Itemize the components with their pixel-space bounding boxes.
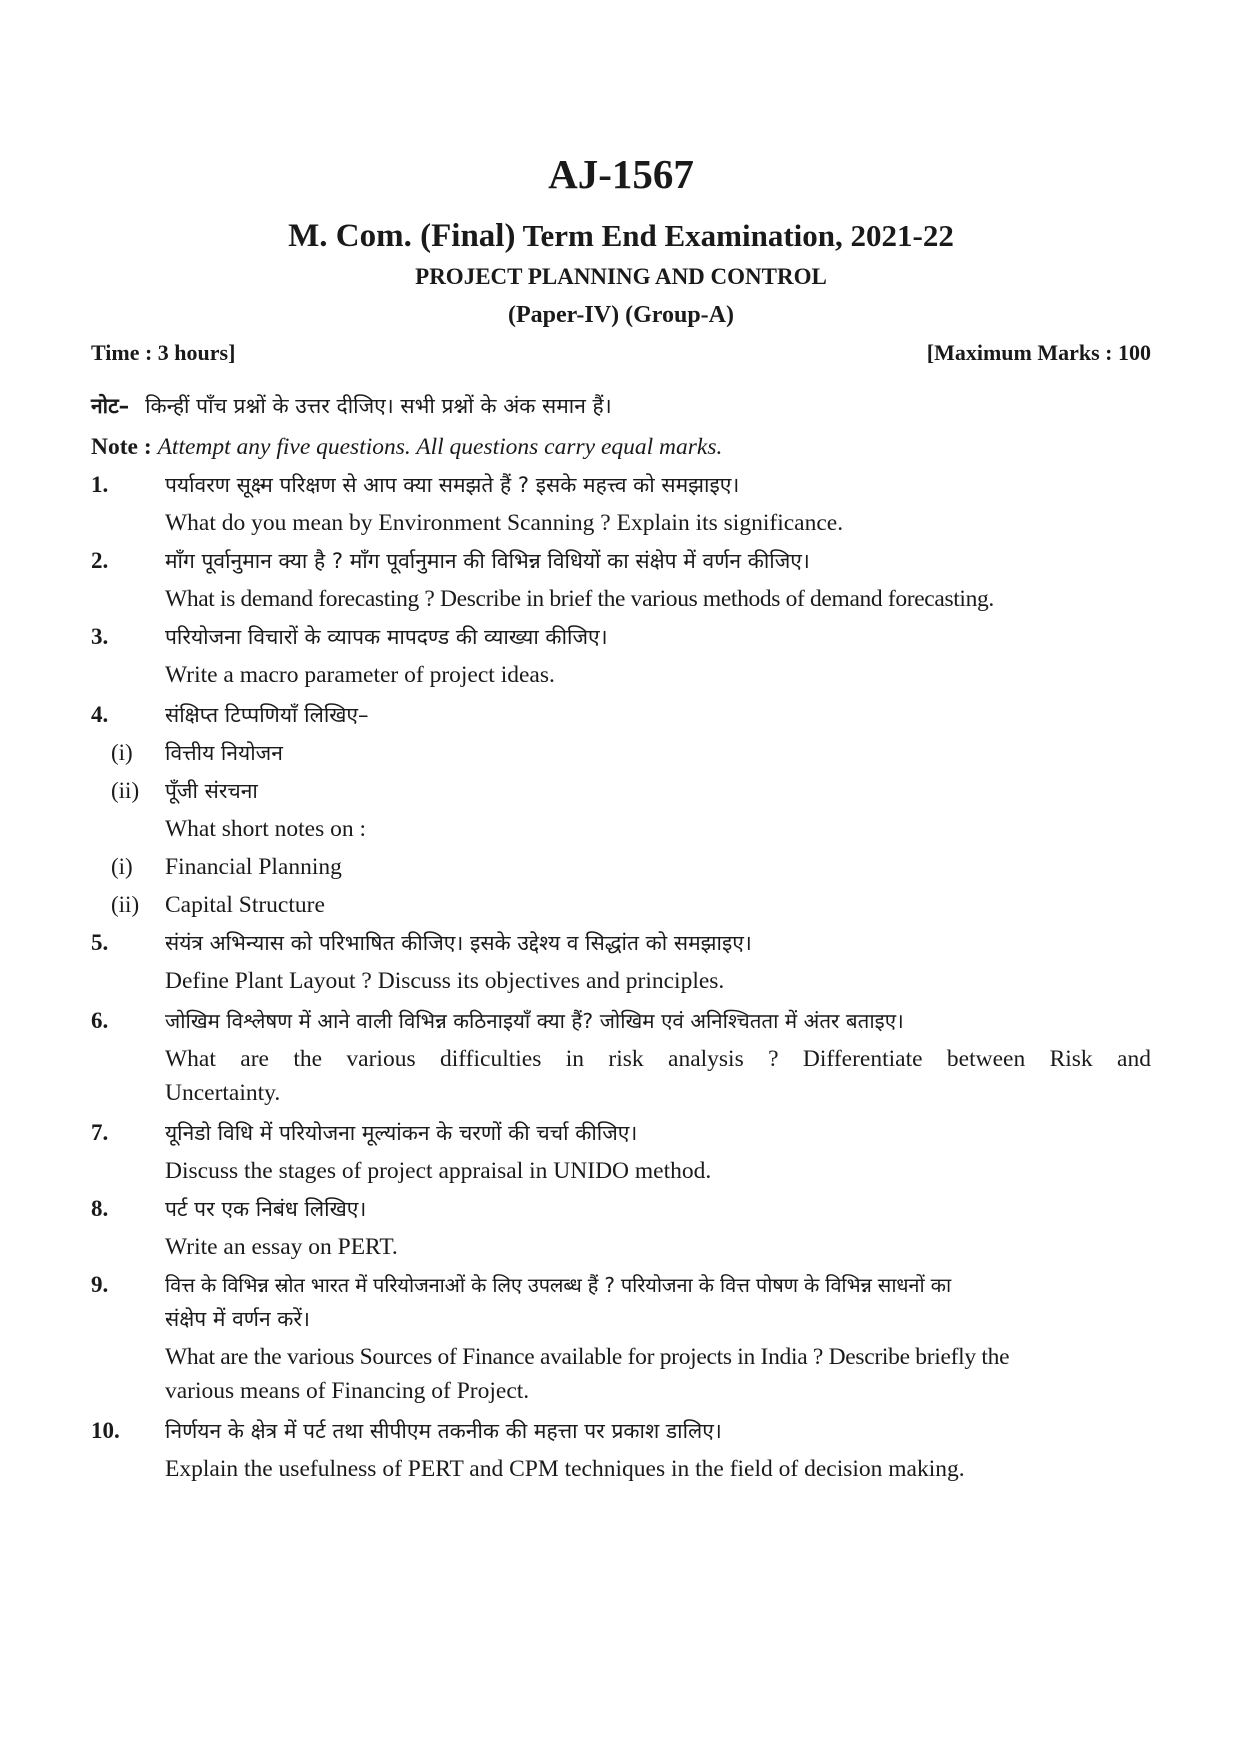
question-hindi-text: संयंत्र अभिन्यास को परिभाषित कीजिए। इसके उद्देश्य व सिद्धांत को समझाइए। [165, 931, 752, 955]
note-hindi [91, 389, 1151, 423]
question-number: 7. [91, 1120, 109, 1145]
question-english-text: What are the various difficulties in risk analysis ? Differentiate between Risk and [165, 1046, 1151, 1072]
question-number: 4. [91, 702, 109, 727]
paper-code: AJ-1567 [548, 151, 694, 197]
question-english-text: various means of Financing of Project. [165, 1378, 530, 1404]
sub-label: (ii) [111, 892, 140, 917]
question-number: 1. [91, 472, 109, 497]
question-english-text: Explain the usefulness of PERT and CPM techniques in the field of decision making. [165, 1456, 965, 1482]
exam-title-prefix: M. Com. (Final) [288, 218, 516, 254]
question-hindi-text: यूनिडो विधि में परियोजना मूल्यांकन के चरणों की चर्चा कीजिए। [165, 1121, 638, 1145]
subject-title: PROJECT PLANNING AND CONTROL [415, 264, 827, 289]
sub-text: Capital Structure [165, 892, 325, 918]
question-english-text: Discuss the stages of project appraisal in UNIDO method. [165, 1158, 712, 1184]
sub-label: (ii) [111, 778, 140, 803]
note-hindi-label: नोट– [91, 394, 130, 418]
question-english-text: What is demand forecasting ? Describe in brief the various methods of demand forecasting. [165, 586, 994, 612]
exam-title [91, 218, 1151, 255]
question-number: 9. [91, 1272, 109, 1297]
note-english [91, 430, 1151, 464]
question-number: 5. [91, 930, 109, 955]
question-hindi-text: जोखिम विश्लेषण में आने वाली विभिन्न कठिनाइयाँ क्या हैं? जोखिम एवं अनिश्चितता में अंतर बताइए। [165, 1009, 904, 1033]
question-number: 6. [91, 1008, 109, 1033]
maximum-marks: [Maximum Marks : 100 [926, 340, 1151, 365]
time-allowed: Time : 3 hours] [91, 340, 236, 365]
question-english-text: What do you mean by Environment Scanning ? Explain its significance. [165, 510, 844, 536]
sub-text: पूँजी संरचना [165, 779, 258, 803]
question-hindi-text: परियोजना विचारों के व्यापक मापदण्ड की व्याख्या कीजिए। [165, 625, 608, 649]
question-english-text: What short notes on : [165, 816, 367, 842]
sub-label: (i) [111, 854, 133, 879]
question-hindi-text: वित्त के विभिन्न स्रोत भारत में परियोजनाओं के लिए उपलब्ध हैं ? परियोजना के वित्त पोषण के विभिन्न साधनों का [165, 1273, 951, 1297]
question-english-text: Uncertainty. [165, 1080, 281, 1106]
question-number: 3. [91, 624, 109, 649]
question-hindi-text: निर्णयन के क्षेत्र में पर्ट तथा सीपीएम तकनीक की महत्ता पर प्रकाश डालिए। [165, 1419, 722, 1443]
sub-text: Financial Planning [165, 854, 342, 880]
question-english-text: What are the various Sources of Finance available for projects in India ? Describe briefly the [165, 1344, 1010, 1370]
sub-text: वित्तीय नियोजन [165, 741, 283, 765]
sub-label: (i) [111, 740, 133, 765]
question-hindi-text: पर्ट पर एक निबंध लिखिए। [165, 1197, 367, 1221]
note-english-label: Note : [91, 434, 152, 460]
question-english-text: Write an essay on PERT. [165, 1234, 398, 1260]
paper-group: (Paper-IV) (Group-A) [508, 302, 734, 328]
note-english-text: Attempt any five questions. All questions carry equal marks. [157, 434, 723, 460]
question-number: 10. [91, 1418, 120, 1443]
question-english-text: Write a macro parameter of project ideas. [165, 662, 555, 688]
question-hindi-text: संक्षेप में वर्णन करें। [165, 1307, 310, 1331]
exam-title-rest: Term End Examination, 2021-22 [522, 218, 954, 253]
question-hindi-text: माँग पूर्वानुमान क्या है ? माँग पूर्वानुमान की विभिन्न विधियों का संक्षेप में वर्णन कीजिए। [165, 549, 810, 573]
question-number: 2. [91, 548, 109, 573]
note-hindi-text: किन्हीं पाँच प्रश्नों के उत्तर दीजिए। सभी प्रश्नों के अंक समान हैं। [145, 394, 612, 418]
question-hindi-text: पर्यावरण सूक्ष्म परिक्षण से आप क्या समझते हैं ? इसके महत्त्व को समझाइए। [165, 473, 740, 497]
question-english-text: Define Plant Layout ? Discuss its objectives and principles. [165, 968, 725, 994]
question-number: 8. [91, 1196, 109, 1221]
question-hindi-text: संक्षिप्त टिप्पणियाँ लिखिए– [165, 703, 369, 727]
